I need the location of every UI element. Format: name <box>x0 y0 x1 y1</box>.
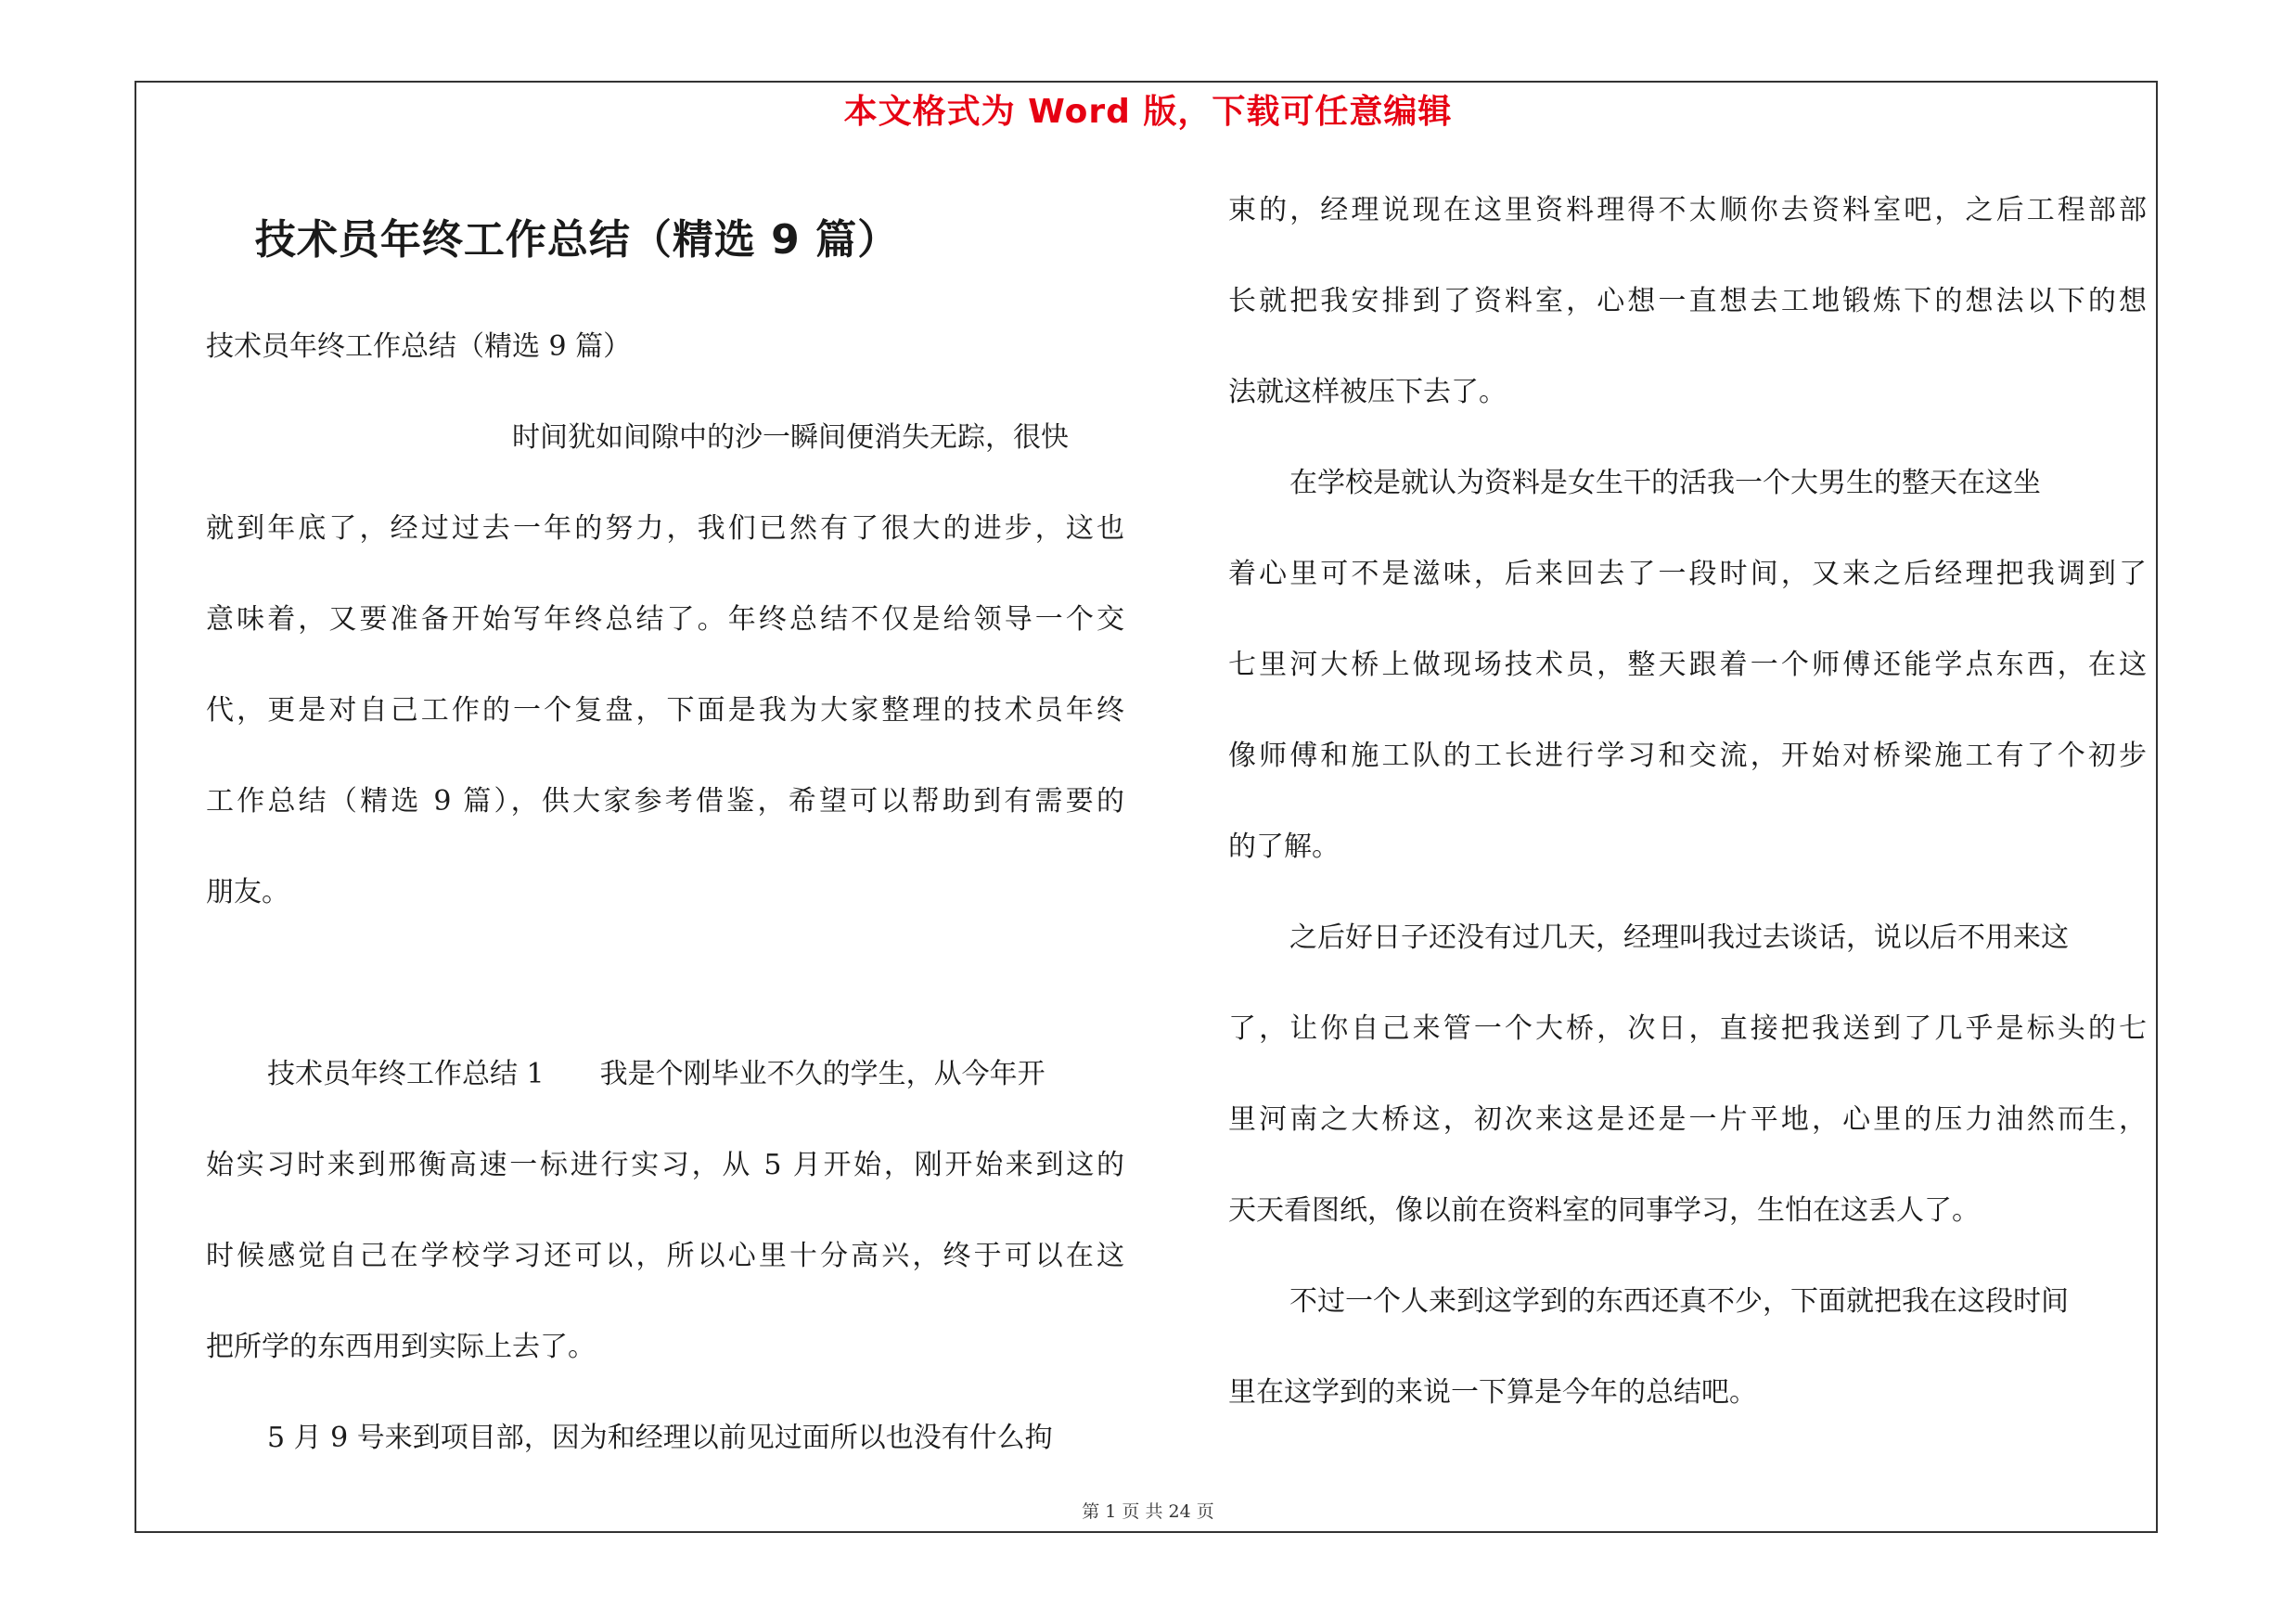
section-heading-line: 技术员年终工作总结 1 我是个刚毕业不久的学生，从今年开 <box>267 1058 1045 1090</box>
blank-line <box>206 938 1124 1029</box>
paragraph-line: 朋友。 <box>206 876 289 908</box>
paragraph-line: 意味着，又要准备开始写年终总结了。年终总结不仅是给领导一个交 <box>206 603 1124 636</box>
paragraph-line: 天天看图纸，像以前在资料室的同事学习，生怕在这丢人了。 <box>1228 1194 1980 1227</box>
paragraph-line: 时间犹如间隙中的沙一瞬间便消失无踪，很快 <box>512 421 1069 454</box>
word-format-banner: 本文格式为 Word 版，下载可任意编辑 <box>843 93 1453 131</box>
paragraph-line: 工作总结（精选 9 篇），供大家参考借鉴，希望可以帮助到有需要的 <box>206 785 1124 818</box>
paragraph-line: 着心里可不是滋味，后来回去了一段时间，又来之后经理把我调到了 <box>1228 558 2147 590</box>
paragraph-line: 不过一个人来到这学到的东西还真不少，下面就把我在这段时间 <box>1289 1285 2069 1318</box>
paragraph-line: 5 月 9 号来到项目部，因为和经理以前见过面所以也没有什么拘 <box>267 1422 1053 1454</box>
paragraph-line: 了，让你自己来管一个大桥，次日，直接把我送到了几乎是标头的七 <box>1228 1012 2147 1045</box>
page-number-footer: 第 1 页 共 24 页 <box>1082 1501 1214 1522</box>
paragraph-line: 里河南之大桥这，初次来这是还是一片平地，心里的压力油然而生， <box>1228 1103 2147 1136</box>
left-column <box>206 302 1124 1484</box>
paragraph-line: 时候感觉自己在学校学习还可以，所以心里十分高兴，终于可以在这 <box>206 1240 1124 1272</box>
paragraph-line: 之后好日子还没有过几天，经理叫我过去谈话，说以后不用来这 <box>1289 921 2069 954</box>
paragraph-line: 长就把我安排到了资料室，心想一直想去工地锻炼下的想法以下的想 <box>1228 285 2147 317</box>
paragraph-line: 法就这样被压下去了。 <box>1228 376 1507 408</box>
right-column <box>1228 165 2147 1438</box>
paragraph-line: 就到年底了，经过过去一年的努力，我们已然有了很大的进步，这也 <box>206 512 1124 545</box>
paragraph-line: 在学校是就认为资料是女生干的活我一个大男生的整天在这坐 <box>1289 467 2041 499</box>
paragraph-line: 代，更是对自己工作的一个复盘，下面是我为大家整理的技术员年终 <box>206 694 1124 727</box>
paragraph-line: 里在这学到的来说一下算是今年的总结吧。 <box>1228 1376 1757 1409</box>
paragraph-line: 像师傅和施工队的工长进行学习和交流，开始对桥梁施工有了个初步 <box>1228 740 2147 772</box>
paragraph-line: 始实习时来到邢衡高速一标进行实习，从 5 月开始，刚开始来到这的 <box>206 1149 1124 1181</box>
paragraph-line: 七里河大桥上做现场技术员，整天跟着一个师傅还能学点东西，在这 <box>1228 649 2147 681</box>
paragraph-line: 束的，经理说现在这里资料理得不太顺你去资料室吧，之后工程部部 <box>1228 194 2147 226</box>
subtitle-line: 技术员年终工作总结（精选 9 篇） <box>206 330 632 363</box>
paragraph-line: 把所学的东西用到实际上去了。 <box>206 1331 596 1363</box>
document-title: 技术员年终工作总结（精选 9 篇） <box>254 216 900 264</box>
paragraph-line: 的了解。 <box>1228 831 1340 863</box>
